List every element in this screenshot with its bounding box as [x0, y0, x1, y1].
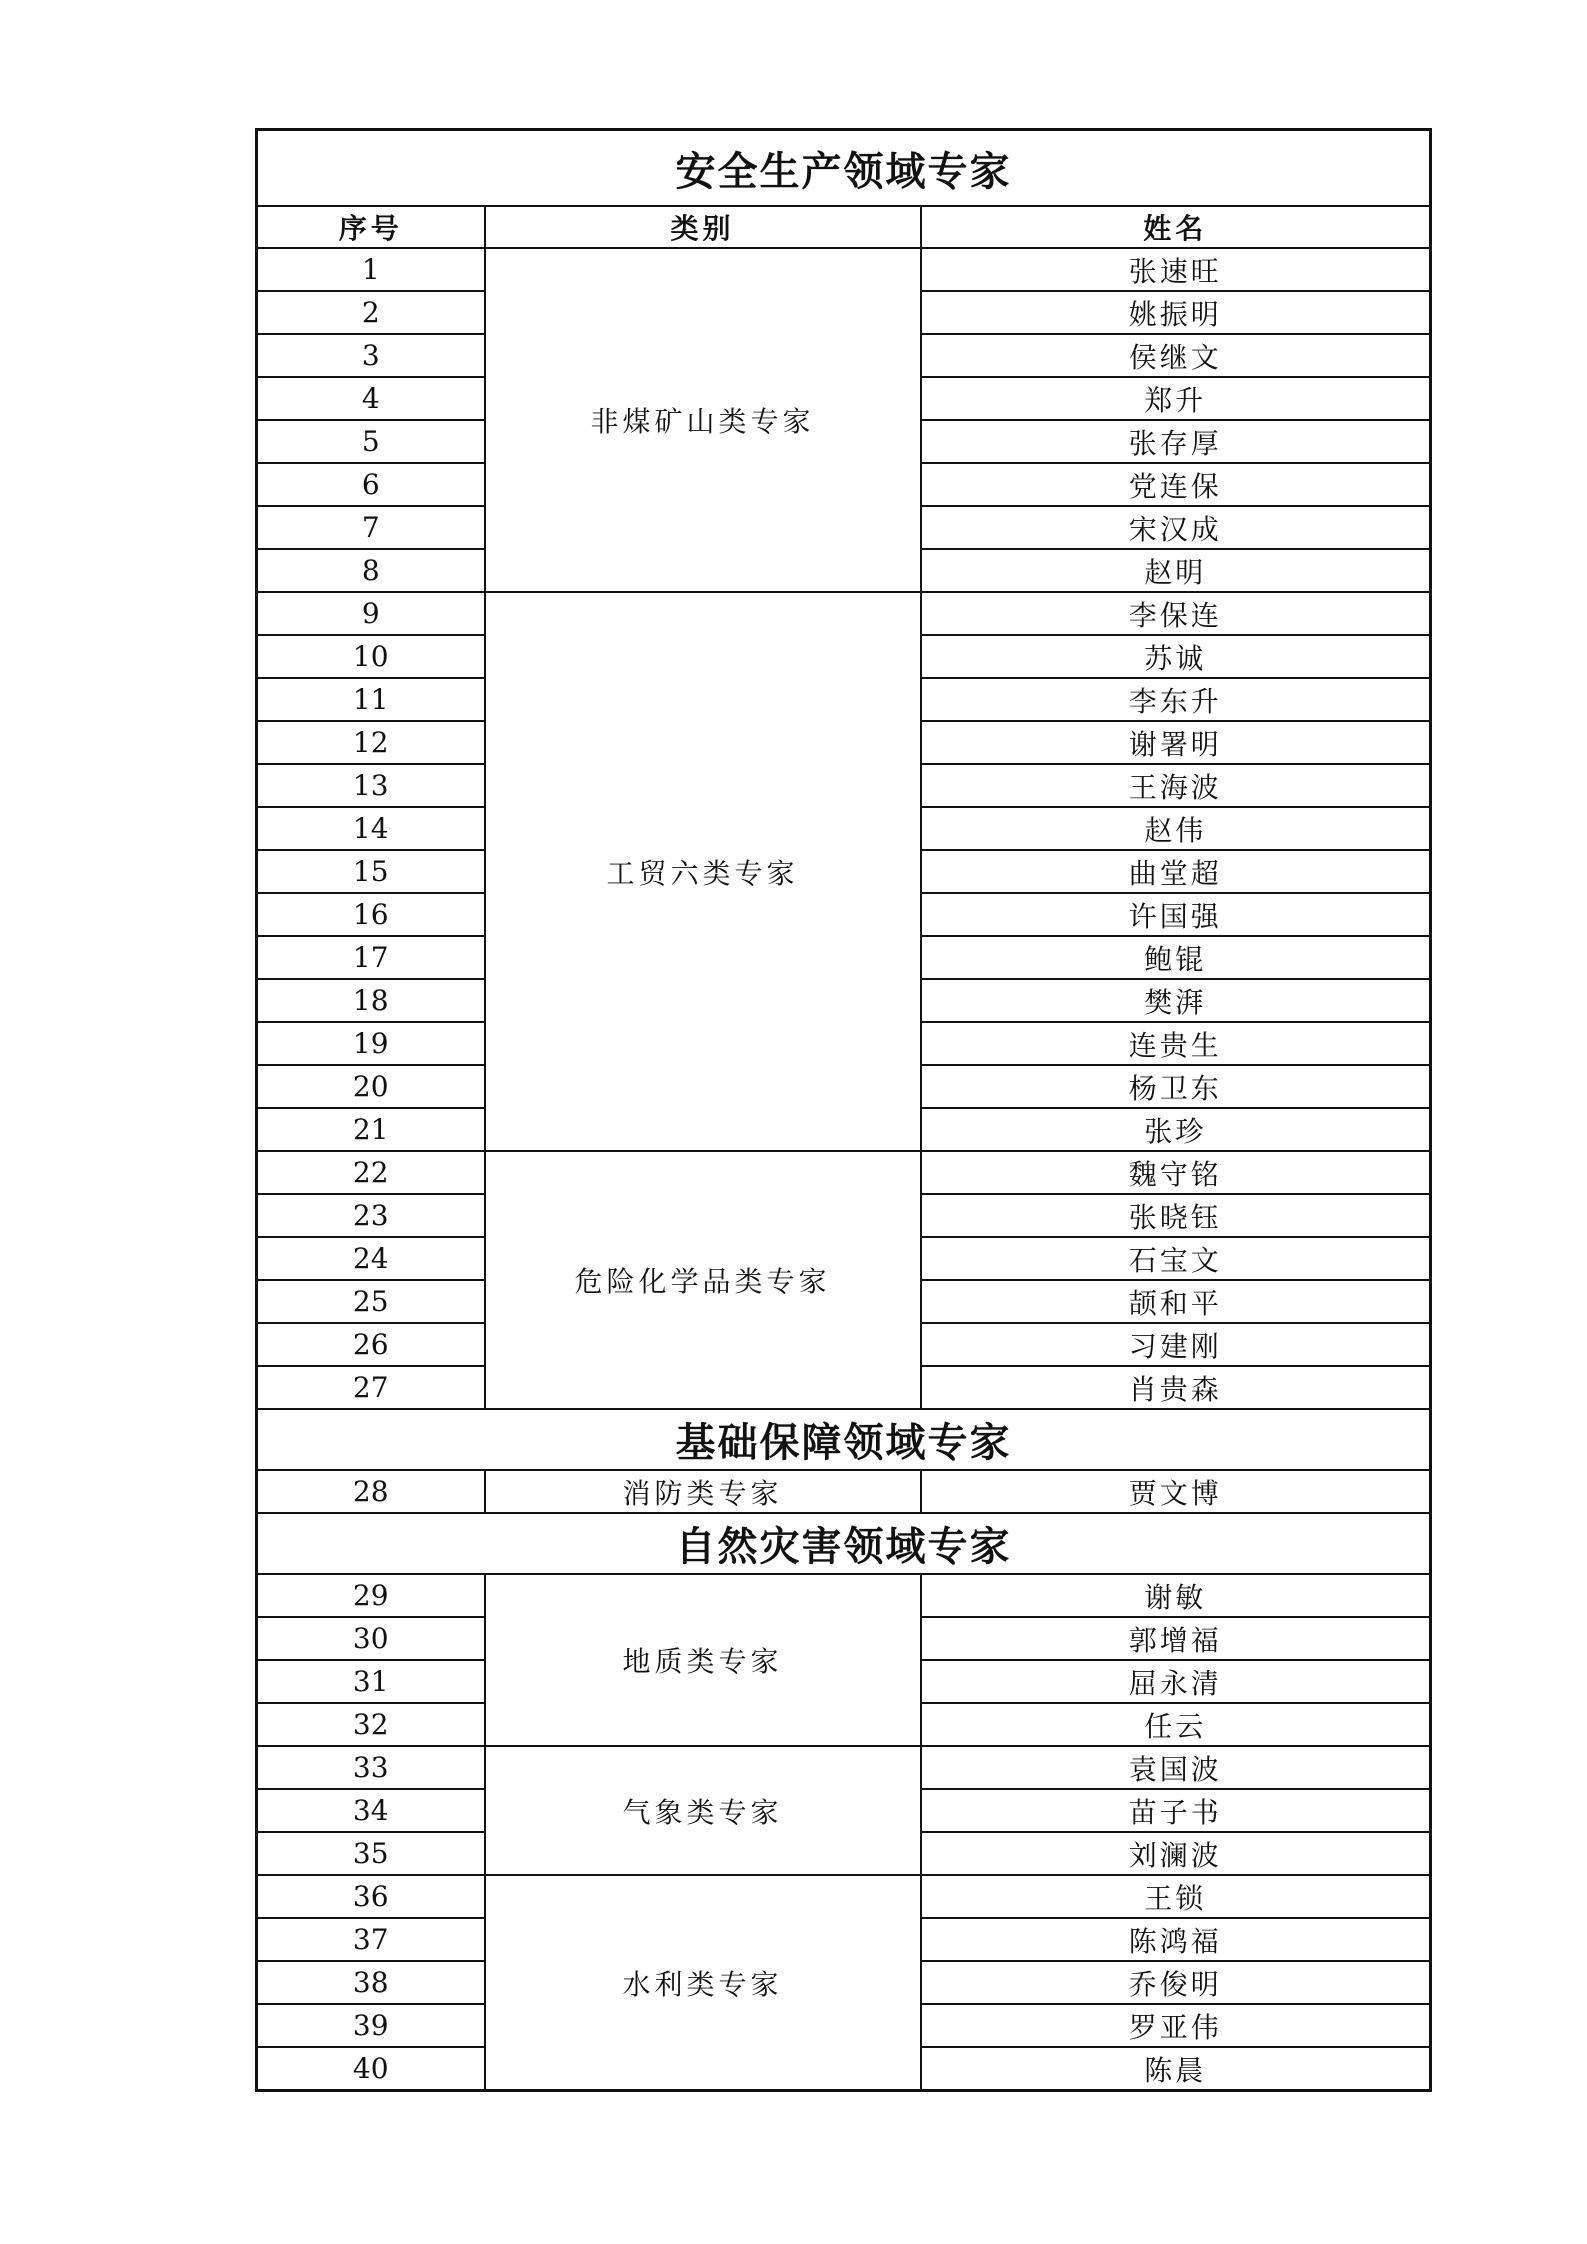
row-name: 张珍	[921, 1108, 1431, 1151]
table-row	[257, 1875, 1431, 1918]
row-seq: 24	[257, 1237, 485, 1280]
row-name: 习建刚	[921, 1323, 1431, 1366]
header-name: 姓名	[921, 206, 1431, 248]
row-name: 乔俊明	[921, 1961, 1431, 2004]
category-cell: 气象类专家	[485, 1746, 921, 1875]
row-name: 党连保	[921, 463, 1431, 506]
section-row-safety	[257, 130, 1431, 207]
row-seq: 11	[257, 678, 485, 721]
row-seq: 33	[257, 1746, 485, 1789]
row-name: 谢署明	[921, 721, 1431, 764]
table-row	[257, 1151, 1431, 1194]
row-seq: 4	[257, 377, 485, 420]
row-name: 连贵生	[921, 1022, 1431, 1065]
row-seq: 38	[257, 1961, 485, 2004]
row-seq: 15	[257, 850, 485, 893]
row-seq: 23	[257, 1194, 485, 1237]
row-name: 王锁	[921, 1875, 1431, 1918]
row-seq: 5	[257, 420, 485, 463]
row-name: 侯继文	[921, 334, 1431, 377]
header-seq: 序号	[257, 206, 485, 248]
row-seq: 8	[257, 549, 485, 592]
row-name: 赵伟	[921, 807, 1431, 850]
row-seq: 14	[257, 807, 485, 850]
row-name: 魏守铭	[921, 1151, 1431, 1194]
row-name: 贾文博	[921, 1470, 1431, 1513]
row-seq: 36	[257, 1875, 485, 1918]
table-row	[257, 1746, 1431, 1789]
row-seq: 31	[257, 1660, 485, 1703]
row-name: 杨卫东	[921, 1065, 1431, 1108]
row-seq: 3	[257, 334, 485, 377]
row-name: 郭增福	[921, 1617, 1431, 1660]
row-name: 鲍锟	[921, 936, 1431, 979]
row-name: 赵明	[921, 549, 1431, 592]
row-name: 谢敏	[921, 1574, 1431, 1617]
row-name: 李保连	[921, 592, 1431, 635]
header-category: 类别	[485, 206, 921, 248]
row-seq: 20	[257, 1065, 485, 1108]
expert-table	[255, 128, 1432, 2092]
row-name: 宋汉成	[921, 506, 1431, 549]
row-name: 曲堂超	[921, 850, 1431, 893]
table-row	[257, 248, 1431, 291]
row-seq: 12	[257, 721, 485, 764]
category-cell: 危险化学品类专家	[485, 1151, 921, 1409]
section-row-support	[257, 1409, 1431, 1470]
row-name: 苗子书	[921, 1789, 1431, 1832]
row-name: 石宝文	[921, 1237, 1431, 1280]
row-seq: 39	[257, 2004, 485, 2047]
row-seq: 35	[257, 1832, 485, 1875]
row-name: 郑升	[921, 377, 1431, 420]
row-seq: 30	[257, 1617, 485, 1660]
section-title-safety: 安全生产领域专家	[257, 130, 1431, 207]
category-cell: 工贸六类专家	[485, 592, 921, 1151]
row-name: 颉和平	[921, 1280, 1431, 1323]
row-seq: 9	[257, 592, 485, 635]
row-name: 许国强	[921, 893, 1431, 936]
table-row	[257, 1470, 1431, 1513]
category-cell: 消防类专家	[485, 1470, 921, 1513]
header-row	[257, 206, 1431, 248]
row-seq: 34	[257, 1789, 485, 1832]
row-name: 姚振明	[921, 291, 1431, 334]
row-seq: 27	[257, 1366, 485, 1409]
row-seq: 40	[257, 2047, 485, 2091]
row-seq: 32	[257, 1703, 485, 1746]
row-name: 张速旺	[921, 248, 1431, 291]
row-seq: 25	[257, 1280, 485, 1323]
row-seq: 1	[257, 248, 485, 291]
row-name: 陈鸿福	[921, 1918, 1431, 1961]
row-seq: 37	[257, 1918, 485, 1961]
row-name: 罗亚伟	[921, 2004, 1431, 2047]
row-seq: 10	[257, 635, 485, 678]
row-name: 苏诚	[921, 635, 1431, 678]
row-seq: 7	[257, 506, 485, 549]
category-cell: 地质类专家	[485, 1574, 921, 1746]
row-seq: 22	[257, 1151, 485, 1194]
row-name: 袁国波	[921, 1746, 1431, 1789]
row-name: 樊湃	[921, 979, 1431, 1022]
row-seq: 6	[257, 463, 485, 506]
category-cell: 非煤矿山类专家	[485, 248, 921, 592]
row-name: 李东升	[921, 678, 1431, 721]
row-name: 肖贵森	[921, 1366, 1431, 1409]
row-name: 刘澜波	[921, 1832, 1431, 1875]
row-seq: 2	[257, 291, 485, 334]
row-seq: 16	[257, 893, 485, 936]
row-name: 王海波	[921, 764, 1431, 807]
row-seq: 13	[257, 764, 485, 807]
row-seq: 18	[257, 979, 485, 1022]
row-name: 屈永清	[921, 1660, 1431, 1703]
section-row-disaster	[257, 1513, 1431, 1574]
row-name: 任云	[921, 1703, 1431, 1746]
row-seq: 17	[257, 936, 485, 979]
row-name: 张晓钰	[921, 1194, 1431, 1237]
row-seq: 28	[257, 1470, 485, 1513]
row-name: 陈晨	[921, 2047, 1431, 2091]
category-cell: 水利类专家	[485, 1875, 921, 2091]
row-seq: 19	[257, 1022, 485, 1065]
section-title-disaster: 自然灾害领域专家	[257, 1513, 1431, 1574]
row-name: 张存厚	[921, 420, 1431, 463]
row-seq: 26	[257, 1323, 485, 1366]
table-row	[257, 1574, 1431, 1617]
section-title-support: 基础保障领域专家	[257, 1409, 1431, 1470]
row-seq: 21	[257, 1108, 485, 1151]
row-seq: 29	[257, 1574, 485, 1617]
table-row	[257, 592, 1431, 635]
